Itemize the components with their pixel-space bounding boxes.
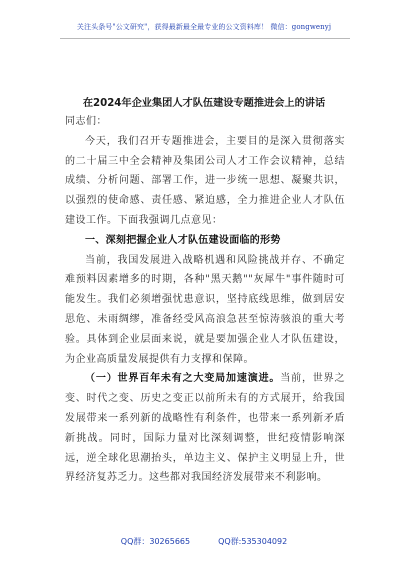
subsection-1-text: 当前，世界之变、时代之变、历史之变正以前所未有的方式展开，给我国发展带来一系列新的战略性有利条件，也带来一系列新矛盾新挑战。同时，国际力量对比深刻调整，世纪疫情影响深远，逆全球化思潮抬头，单边主义、保护主义明显上升，世界经济复苏乏力。这些都对我国经济发展带来不利影响。 bbox=[65, 373, 346, 484]
footer-qq-group-2: QQ群:535304092 bbox=[218, 537, 288, 546]
salutation: 同志们： bbox=[65, 116, 107, 127]
page-title: 在2024年企业集团人才队伍建设专题推进会上的讲话 bbox=[82, 98, 326, 109]
footer-qq-group-1: QQ群：30265665 bbox=[120, 537, 191, 546]
subsection-1-paragraph bbox=[65, 369, 345, 488]
document-body bbox=[65, 112, 345, 488]
section-1-paragraph: 当前，我国发展进入战略机遇和风险挑战并存、不确定难预料因素增多的时期，各种"黑天鹅""灰犀牛"事件随时可能发生。我们必须增强忧患意识，坚持底线思维，做到居安思危、未雨绸缪，准备经受风高浪急甚至惊涛骇浪的重大考验。具体到企业层面来说，就是要加强企业人才队伍建设，为企业高质量发展提供有力支撑和保障。 bbox=[65, 254, 345, 365]
footer-contact bbox=[0, 536, 408, 547]
subsection-1-lead: （一）世界百年未有之大变局加速演进。 bbox=[85, 373, 281, 385]
header-promo-note: 关注头条号"公文研究"，获得最新最全最专业的公文资料库！ 微信：gongwenyj bbox=[76, 23, 332, 31]
header-divider bbox=[60, 38, 350, 39]
section-heading-1: 一、深刻把握企业人才队伍建设面临的形势 bbox=[85, 234, 281, 246]
intro-paragraph: 今天，我们召开专题推进会，主要目的是深入贯彻落实的二十届三中全会精神及集团公司人才工作会议精神，总结成绩、分析问题、部署工作，进一步统一思想、凝聚共识，以强烈的使命感、责任感、紧迫感，全力推进企业人才队伍建设工作。下面我强调几点意见： bbox=[65, 135, 345, 226]
